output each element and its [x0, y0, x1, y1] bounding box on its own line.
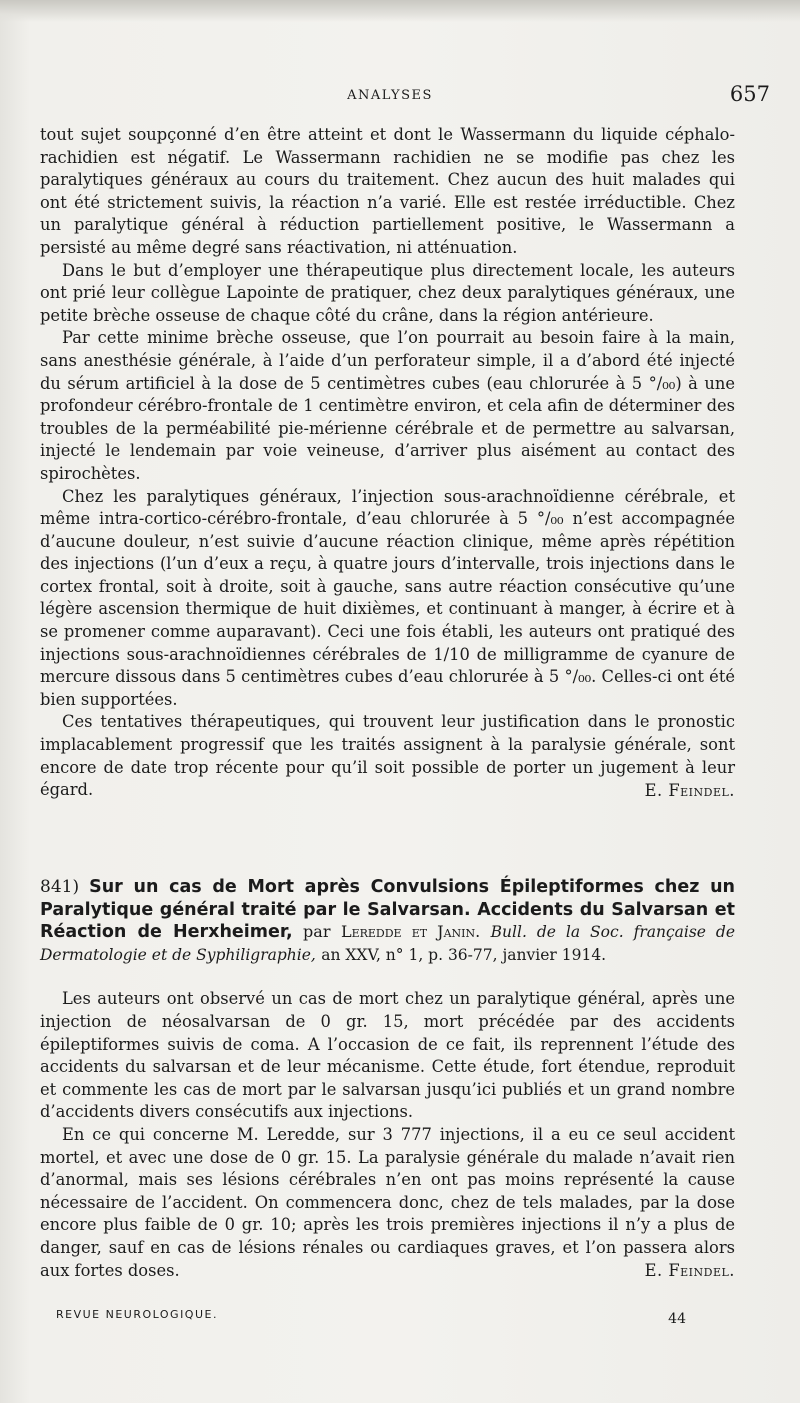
footer-sheet-number: 44	[668, 1311, 686, 1327]
footer-journal: REVUE NEUROLOGIQUE.	[56, 1308, 218, 1321]
page-footer	[56, 1306, 686, 1330]
review-paragraph: tout sujet soupçonné d’en être atteint et dont le Wassermann du liquide céphalo-rachidien est négatif. Le Wassermann rachidien ne se modifie pas chez les paralytiques généraux au cours du traitement. Chez aucun des huit malades qui ont été strictement suivis, la réaction n’a varié. Elle est restée irréductible. Chez un paralytique général à réduction partiellement positive, le Wassermann a persisté au même degré sans réactivation, ni atténuation.	[40, 125, 735, 257]
article-source-details: an XXV, n° 1, p. 36-77, janvier 1914.	[321, 945, 607, 964]
article-signature: E. Feindel.	[644, 1261, 735, 1281]
review-paragraph: Dans le but d’employer une thérapeutique plus directement locale, les auteurs ont prié leur collègue Lapointe de pratiquer, chez deux paralytiques généraux, une petite brèche osseuse de chaque côté du crâne, dans la région antérieure.	[40, 260, 735, 325]
article-heading	[40, 876, 735, 966]
page-number: 657	[729, 82, 770, 106]
article-body	[40, 988, 735, 1282]
review-paragraph: Ces tentatives thérapeutiques, qui trouvent leur justification dans le pronostic implacablement progressif que les traités assignent à la paralysie générale, sont encore de date trop récente pour qu’il soit possible de porter un jugement à leur égard.	[40, 712, 735, 800]
review-paragraph: Par cette minime brèche osseuse, que l’on pourrait au besoin faire à la main, sans anesthésie générale, à l’aide d’un perforateur simple, il a d’abord été injecté du sérum artificiel à la dose de 5 centimètres cubes (eau chlorurée à 5 °/₀₀) à une profondeur cérébro-frontale de 1 centimètre environ, et cela afin de déterminer des troubles de la perméabilité pie-mérienne cérébrale et de permettre au salvarsan, injecté le lendemain par voie veineuse, d’arriver plus aisément au contact des spirochètes.	[40, 328, 735, 483]
continued-review	[40, 124, 735, 802]
running-title: ANALYSES	[347, 88, 433, 103]
article-title: Sur un cas de Mort après Convulsions Épileptiformes chez un Paralytique général traité par le Salvarsan. Accidents du Salvarsan et Réaction de Herxheimer,	[40, 877, 736, 943]
article-authors: Leredde et Janin.	[340, 922, 481, 942]
article-paragraph: En ce qui concerne M. Leredde, sur 3 777 injections, il a eu ce seul accident mortel, et avec une dose de 0 gr. 15. La paralysie générale du malade n’avait rien d’anormal, mais ses lésions cérébrales n’en ont pas moins représenté la cause nécessaire de l’accident. On commencera donc, chez de tels malades, par la dose encore plus faible de 0 gr. 10; après les trois premières injections il n’y a plus de danger, sauf en cas de lésions rénales ou cardiaques graves, et l’on passera alors aux fortes doses.	[40, 1124, 735, 1280]
article-841	[40, 876, 735, 1283]
article-paragraph: Les auteurs ont observé un cas de mort chez un paralytique général, après une injection de néosalvarsan de 0 gr. 15, mort précédée par des accidents épileptiformes suivis de coma. A l’occasion de ce fait, ils reprennent l’étude des accidents du salvarsan et de leur mécanisme. Cette étude, fort étendue, reproduit et commente les cas de mort par le salvarsan jusqu’ici publiés et un grand nombre d’accidents divers consécutifs aux injections.	[40, 989, 735, 1122]
review-signature: E. Feindel.	[644, 780, 735, 800]
scan-edge-shadow	[0, 0, 800, 22]
running-head	[40, 80, 770, 110]
article-source-journal: Bull. de la Soc. française de Dermatologie et de Syphiligraphie,	[40, 923, 736, 964]
article-number: 841)	[40, 877, 80, 897]
review-paragraph: Chez les paralytiques généraux, l’injection sous-arachnoïdienne cérébrale, et même intra-cortico-cérébro-frontale, d’eau chlorurée à 5 °/₀₀ n’est accompagnée d’aucune douleur, n’est suivie d’aucune réaction clinique, même après répétition des injections (l’un d’eux a reçu, à quatre jours d’intervalle, trois injections dans le cortex frontal, soit à droite, soit à gauche, sans autre réaction consécutive qu’une légère ascension thermique de huit dixièmes, et continuant à manger, à écrire et à se promener comme auparavant). Ceci une fois établi, les auteurs ont pratiqué des injections sous-arachnoïdiennes cérébrales de 1/10 de milligramme de cyanure de mercure dissous dans 5 centimètres cubes d’eau chlorurée à 5 °/₀₀. Celles-ci ont été bien supportées.	[40, 486, 735, 709]
article-by: par	[303, 922, 331, 942]
